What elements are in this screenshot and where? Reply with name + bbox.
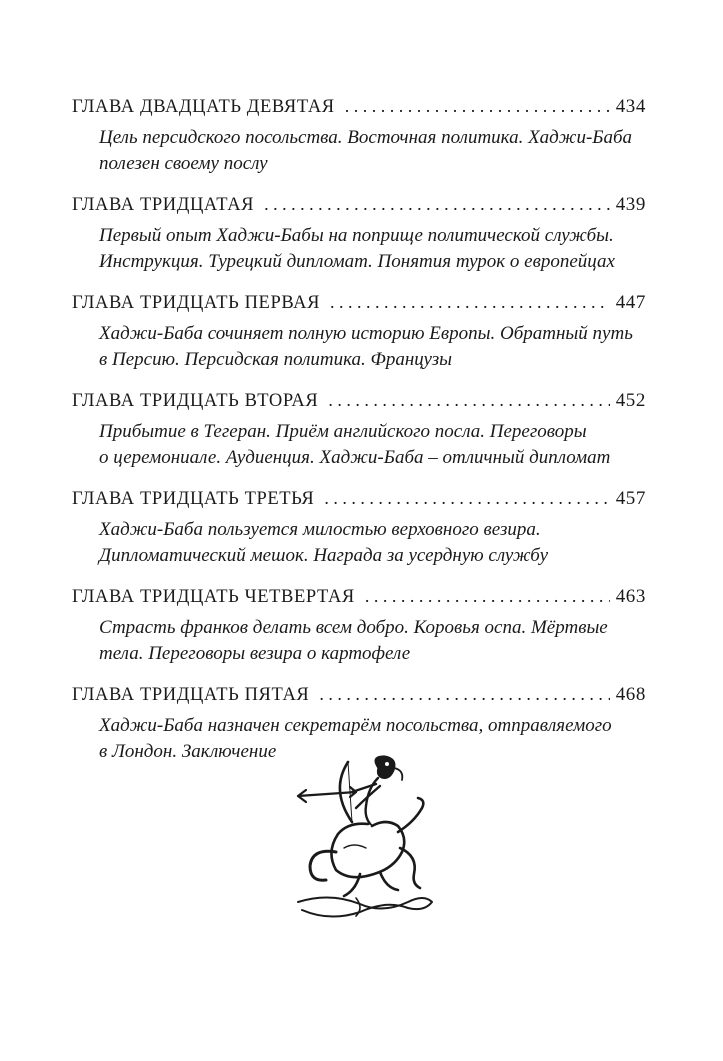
dot-leader xyxy=(324,489,609,507)
chapter-title: ГЛАВА ТРИДЦАТЬ ПЕРВАЯ xyxy=(72,293,321,313)
centaur-archer-vignette-icon xyxy=(290,752,438,920)
toc-entry-33 xyxy=(72,488,646,569)
summary-line: Цель персидского посольства. Восточная политика. Хаджи-Баба xyxy=(99,127,633,148)
toc-entry-34 xyxy=(72,586,646,667)
front-leg-down xyxy=(400,848,420,888)
toc-heading-line[interactable] xyxy=(72,292,646,321)
eye xyxy=(385,762,389,766)
page-number: 463 xyxy=(615,586,646,607)
page-number: 439 xyxy=(615,194,646,215)
page-number: 468 xyxy=(615,684,646,705)
chapter-title: ГЛАВА ТРИДЦАТЬ ПЯТАЯ xyxy=(72,685,310,705)
page-number: 434 xyxy=(615,96,646,117)
arrow-shaft xyxy=(298,792,356,796)
toc-heading-line[interactable] xyxy=(72,488,646,517)
chapter-title: ГЛАВА ТРИДЦАТЬ ТРЕТЬЯ xyxy=(72,489,315,509)
chapter-title: ГЛАВА ДВАДЦАТЬ ДЕВЯТАЯ xyxy=(72,97,335,117)
head xyxy=(375,756,395,778)
page-number: 452 xyxy=(615,390,646,411)
summary-line: Хаджи-Баба сочиняет полную историю Европы. Обратный путь xyxy=(99,323,633,344)
dot-leader xyxy=(319,685,609,703)
chapter-summary xyxy=(99,517,646,569)
chapter-summary xyxy=(99,125,646,177)
toc-entry-31 xyxy=(72,292,646,373)
chapter-title: ГЛАВА ТРИДЦАТАЯ xyxy=(72,195,255,215)
dot-leader xyxy=(328,391,609,409)
flourish xyxy=(298,897,432,916)
page-number: 457 xyxy=(615,488,646,509)
summary-line: в Персию. Персидская политика. Французы xyxy=(99,349,452,370)
chapter-summary xyxy=(99,321,646,373)
dot-leader xyxy=(345,97,610,115)
toc-entry-30 xyxy=(72,194,646,275)
dot-leader xyxy=(264,195,610,213)
table-of-contents xyxy=(72,96,646,782)
chapter-summary xyxy=(99,223,646,275)
toc-heading-line[interactable] xyxy=(72,194,646,223)
summary-line: Хаджи-Баба пользуется милостью верховного везира. xyxy=(99,519,541,540)
dot-leader xyxy=(365,587,610,605)
summary-line: в Лондон. Заключение xyxy=(99,741,277,762)
toc-heading-line[interactable] xyxy=(72,586,646,615)
summary-line: Первый опыт Хаджи-Бабы на поприще политической службы. xyxy=(99,225,614,246)
summary-line: о церемониале. Аудиенция. Хаджи-Баба – отличный дипломат xyxy=(99,447,611,468)
beard xyxy=(394,768,402,780)
chapter-summary xyxy=(99,419,646,471)
toc-entry-29 xyxy=(72,96,646,177)
chapter-title: ГЛАВА ТРИДЦАТЬ ВТОРАЯ xyxy=(72,391,319,411)
horse-body xyxy=(331,822,404,877)
summary-line: тела. Переговоры везира о картофеле xyxy=(99,643,411,664)
toc-heading-line[interactable] xyxy=(72,684,646,713)
front-leg-raised xyxy=(398,798,423,832)
toc-heading-line[interactable] xyxy=(72,96,646,125)
toc-heading-line[interactable] xyxy=(72,390,646,419)
summary-line: Прибытие в Тегеран. Приём английского посла. Переговоры xyxy=(99,421,587,442)
page-number: 447 xyxy=(615,292,646,313)
summary-line: полезен своему послу xyxy=(99,153,268,174)
summary-line: Страсть франков делать всем добро. Коровья оспа. Мёртвые xyxy=(99,617,608,638)
toc-entry-32 xyxy=(72,390,646,471)
summary-line: Инструкция. Турецкий дипломат. Понятия турок о европейцах xyxy=(99,251,615,272)
hind-leg-right xyxy=(380,872,398,890)
dot-leader xyxy=(330,293,610,311)
arm-front xyxy=(352,784,376,792)
chapter-summary xyxy=(99,615,646,667)
summary-line: Хаджи-Баба назначен секретарём посольства, отправляемого xyxy=(99,715,612,736)
chapter-title: ГЛАВА ТРИДЦАТЬ ЧЕТВЕРТАЯ xyxy=(72,587,355,607)
summary-line: Дипломатический мешок. Награда за усердную службу xyxy=(99,545,548,566)
